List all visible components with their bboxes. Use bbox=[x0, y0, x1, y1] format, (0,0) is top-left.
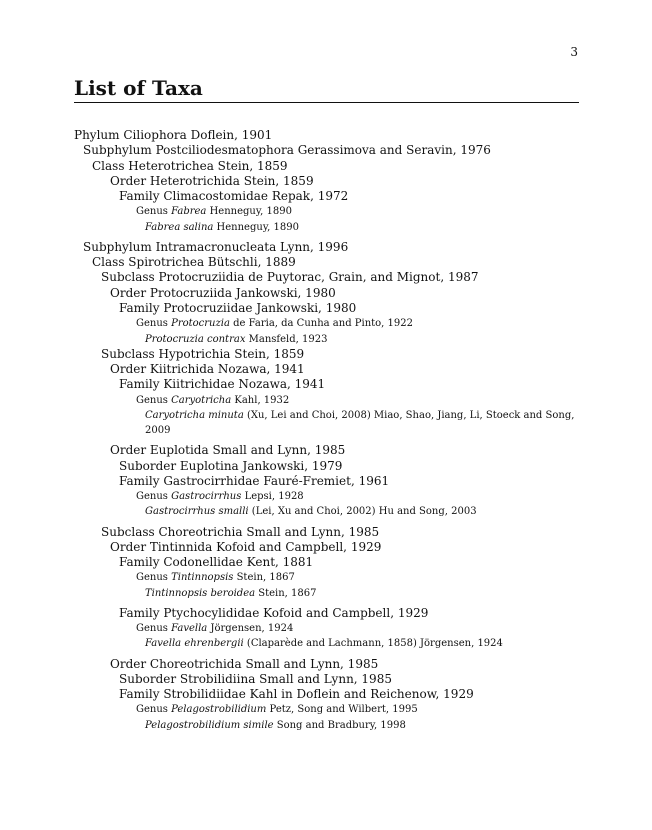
taxon-authority: Song and Bradbury, 1998 bbox=[273, 719, 406, 731]
taxon-entry bbox=[74, 504, 579, 519]
taxon-scientific-name: Pelagostrobilidium simile bbox=[145, 719, 274, 731]
taxon-entry bbox=[74, 489, 579, 504]
taxon-scientific-name: Pelagostrobilidium bbox=[171, 704, 267, 716]
taxon-entry: Subclass Choreotrichia Small and Lynn, 1985 bbox=[101, 524, 380, 539]
taxon-authority: de Faria, da Cunha and Pinto, 1922 bbox=[229, 318, 413, 330]
taxon-entry: Class Spirotrichea Bütschli, 1889 bbox=[92, 255, 296, 270]
taxon-entry: Order Protocruziida Jankowski, 1980 bbox=[110, 285, 336, 300]
taxon-scientific-name: Gastrocirrhus smalli bbox=[145, 506, 249, 518]
taxon-authority: (Xu, Lei and Choi, 2008) Miao, Shao, Jiang, Li, Stoeck and Song, 2009 bbox=[145, 409, 575, 437]
taxon-rank: Genus bbox=[136, 394, 172, 406]
taxon-rank: Genus bbox=[136, 623, 172, 635]
taxon-entry: Family Gastrocirrhidae Fauré-Fremiet, 1961 bbox=[119, 473, 390, 488]
taxon-entry: Family Codonellidae Kent, 1881 bbox=[119, 555, 314, 570]
taxon-entry: Order Kiitrichida Nozawa, 1941 bbox=[110, 362, 305, 377]
taxon-scientific-name: Favella ehrenbergii bbox=[145, 638, 244, 650]
taxon-entry: Class Heterotrichea Stein, 1859 bbox=[92, 158, 288, 173]
taxon-entry bbox=[74, 220, 579, 235]
taxon-entry bbox=[74, 702, 579, 717]
taxon-entry: Order Choreotrichida Small and Lynn, 1985 bbox=[110, 656, 379, 671]
taxon-authority: Jörgensen, 1924 bbox=[207, 623, 294, 635]
taxon-authority: Lepsi, 1928 bbox=[241, 491, 304, 503]
taxon-entry bbox=[74, 408, 579, 438]
taxon-authority: Stein, 1867 bbox=[255, 587, 317, 599]
taxon-scientific-name: Tintinnopsis bbox=[171, 572, 234, 584]
taxon-authority: (Claparède and Lachmann, 1858) Jörgensen, 1924 bbox=[243, 638, 503, 650]
taxa-list bbox=[74, 128, 579, 733]
taxon-authority: Kahl, 1932 bbox=[231, 394, 290, 406]
taxon-authority: Henneguy, 1890 bbox=[206, 206, 292, 218]
taxon-entry: Order Tintinnida Kofoid and Campbell, 1929 bbox=[110, 539, 382, 554]
taxon-rank: Genus bbox=[136, 572, 172, 584]
taxon-entry: Subclass Protocruziidia de Puytorac, Grain, and Mignot, 1987 bbox=[101, 270, 479, 285]
taxon-scientific-name: Tintinnopsis beroidea bbox=[145, 587, 256, 599]
taxon-authority: Henneguy, 1890 bbox=[213, 221, 299, 233]
taxon-rank: Genus bbox=[136, 318, 172, 330]
taxon-authority: Stein, 1867 bbox=[233, 572, 295, 584]
taxon-entry: Family Ptychocylididae Kofoid and Campbell, 1929 bbox=[119, 605, 429, 620]
taxon-entry: Subclass Hypotrichia Stein, 1859 bbox=[101, 346, 305, 361]
taxon-entry bbox=[74, 586, 579, 601]
taxon-scientific-name: Caryotricha bbox=[171, 394, 232, 406]
page-title: List of Taxa bbox=[74, 76, 203, 100]
taxon-authority: (Lei, Xu and Choi, 2002) Hu and Song, 2003 bbox=[248, 506, 477, 518]
taxon-authority: Petz, Song and Wilbert, 1995 bbox=[266, 704, 418, 716]
taxon-rank: Genus bbox=[136, 491, 172, 503]
taxon-entry: Family Kiitrichidae Nozawa, 1941 bbox=[119, 377, 326, 392]
taxon-entry bbox=[74, 718, 579, 733]
taxon-entry bbox=[74, 204, 579, 219]
taxon-entry: Subphylum Intramacronucleata Lynn, 1996 bbox=[83, 239, 349, 254]
taxon-authority: Mansfeld, 1923 bbox=[245, 333, 328, 345]
taxon-scientific-name: Favella bbox=[171, 623, 208, 635]
taxon-rank: Genus bbox=[136, 206, 172, 218]
taxon-entry: Suborder Euplotina Jankowski, 1979 bbox=[119, 458, 343, 473]
taxon-entry: Phylum Ciliophora Doflein, 1901 bbox=[74, 128, 273, 142]
taxon-entry: Family Climacostomidae Repak, 1972 bbox=[119, 189, 349, 204]
taxon-entry: Order Heterotrichida Stein, 1859 bbox=[110, 173, 314, 188]
taxon-entry bbox=[74, 621, 579, 636]
taxon-entry: Suborder Strobilidiina Small and Lynn, 1985 bbox=[119, 671, 392, 686]
taxon-scientific-name: Fabrea salina bbox=[145, 221, 214, 233]
taxon-entry bbox=[74, 316, 579, 331]
taxon-entry: Order Euplotida Small and Lynn, 1985 bbox=[110, 443, 346, 458]
taxon-scientific-name: Gastrocirrhus bbox=[171, 491, 242, 503]
taxon-entry: Subphylum Postciliodesmatophora Gerassimova and Seravin, 1976 bbox=[83, 143, 491, 158]
taxon-entry: Family Protocruziidae Jankowski, 1980 bbox=[119, 301, 357, 316]
title-rule bbox=[74, 102, 579, 103]
taxon-scientific-name: Protocruzia bbox=[171, 318, 230, 330]
taxon-scientific-name: Protocruzia contrax bbox=[145, 333, 246, 345]
taxon-scientific-name: Caryotricha minuta bbox=[145, 409, 244, 421]
taxon-entry bbox=[74, 393, 579, 408]
taxon-entry: Family Strobilidiidae Kahl in Doflein and Reichenow, 1929 bbox=[119, 687, 474, 702]
taxon-entry bbox=[74, 570, 579, 585]
taxon-entry bbox=[74, 636, 579, 651]
taxon-scientific-name: Fabrea bbox=[171, 206, 207, 218]
page-number: 3 bbox=[570, 45, 578, 59]
taxon-rank: Genus bbox=[136, 704, 172, 716]
taxon-entry bbox=[74, 332, 579, 347]
